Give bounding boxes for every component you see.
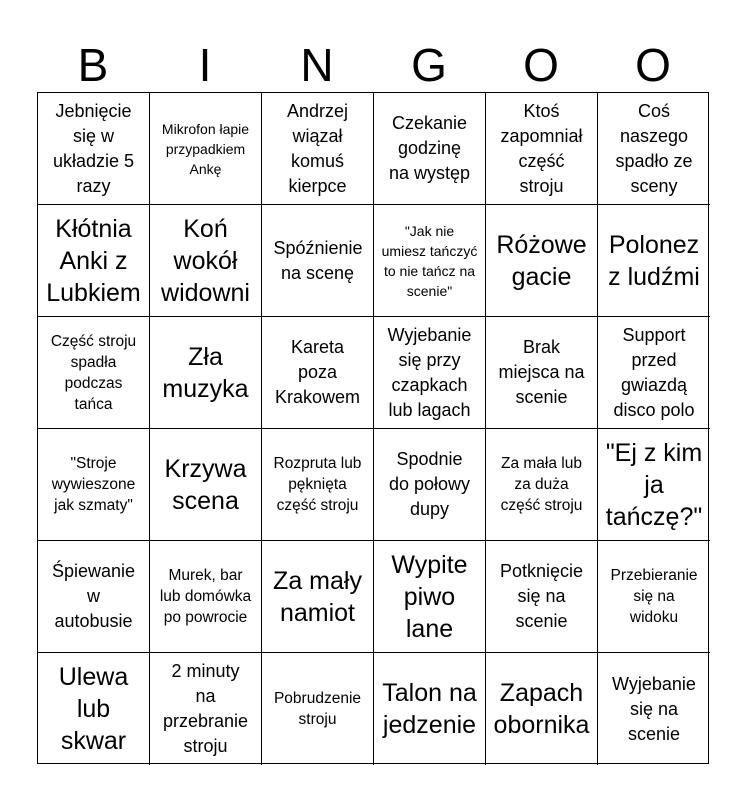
cell-text: Za mały namiot (273, 566, 362, 627)
cell-text: Wyjebanie się na scenie (612, 673, 696, 744)
cell-text: Wyjebanie się przy czapkach lub lagach (387, 324, 472, 420)
bingo-cell[interactable] (374, 541, 486, 653)
bingo-cell[interactable] (262, 205, 374, 317)
bingo-cell[interactable] (38, 205, 150, 317)
bingo-cell[interactable] (262, 429, 374, 541)
bingo-cell[interactable] (150, 317, 262, 429)
bingo-cell[interactable] (150, 205, 262, 317)
cell-text: Ulewa lub skwar (58, 663, 129, 755)
bingo-cell[interactable] (374, 205, 486, 317)
bingo-cell[interactable] (374, 317, 486, 429)
cell-text: Koń wokół widowni (161, 214, 250, 307)
cell-text: "Stroje wywieszone jak szmaty" (51, 455, 136, 514)
header-letter: G (411, 39, 447, 91)
bingo-cell[interactable] (486, 429, 598, 541)
cell-text: Zapach obornika (493, 679, 590, 739)
bingo-cell[interactable] (262, 541, 374, 653)
bingo-cell[interactable] (598, 653, 710, 765)
header-letter: B (77, 39, 109, 91)
cell-text: Śpiewanie w autobusie (51, 561, 136, 631)
cell-text: Coś naszego spadło ze sceny (615, 100, 693, 196)
cell-text: Support przed gwiazdą disco polo (613, 324, 695, 420)
bingo-grid (37, 92, 709, 764)
cell-text: Polonez z ludźmi (608, 230, 700, 291)
header-letter: N (300, 39, 334, 91)
bingo-cell[interactable] (374, 93, 486, 205)
cell-text: "Ej z kim ja tańczę?" (605, 438, 703, 531)
cell-text: Murek, bar lub domówka po powrocie (159, 567, 252, 626)
cell-text: Część stroju spadła podczas tańca (50, 332, 137, 413)
bingo-cell[interactable] (486, 317, 598, 429)
cell-text: Rozpruta lub pęknięta część stroju (273, 455, 362, 514)
cell-text: Pobrudzenie stroju (273, 690, 362, 728)
bingo-cell[interactable] (598, 541, 710, 653)
bingo-cell[interactable] (38, 317, 150, 429)
bingo-cell[interactable] (598, 93, 710, 205)
cell-text: "Jak nie umiesz tańczyć to nie tańcz na scenie" (381, 222, 478, 299)
bingo-cell[interactable] (150, 429, 262, 541)
cell-text: Spóźnienie na scenę (273, 237, 363, 283)
bingo-cell[interactable] (262, 93, 374, 205)
cell-text: Za mała lub za duża część stroju (500, 455, 583, 514)
bingo-cell[interactable] (486, 93, 598, 205)
cell-text: Brak miejsca na scenie (498, 337, 585, 407)
bingo-cell[interactable] (374, 653, 486, 765)
cell-text: Kłótnia Anki z Lubkiem (46, 214, 141, 307)
bingo-cell[interactable] (598, 317, 710, 429)
cell-text: Wypite piwo lane (391, 550, 468, 643)
bingo-cell[interactable] (150, 653, 262, 765)
bingo-cell[interactable] (598, 429, 710, 541)
cell-text: Potknięcie się na scenie (499, 561, 584, 631)
cell-text: Różowe gacie (496, 230, 587, 291)
bingo-cell[interactable] (262, 653, 374, 765)
cell-text: Zła muzyka (162, 342, 249, 403)
cell-text: Kareta poza Krakowem (274, 337, 361, 407)
cell-text: Talon na jedzenie (382, 679, 477, 739)
header-letter: O (523, 39, 559, 91)
bingo-cell[interactable] (150, 541, 262, 653)
bingo-cell[interactable] (38, 429, 150, 541)
bingo-cell[interactable] (150, 93, 262, 205)
cell-text: Krzywa scena (164, 454, 247, 515)
cell-text: Mikrofon łapie przypadkiem Ankę (161, 120, 250, 177)
bingo-cell[interactable] (486, 653, 598, 765)
bingo-cell[interactable] (486, 541, 598, 653)
cell-text: Spodnie do połowy dupy (388, 449, 471, 519)
header-letter: I (198, 39, 212, 91)
cell-text: 2 minuty na przebranie stroju (162, 661, 249, 756)
cell-text: Jebnięcie się w układzie 5 razy (52, 100, 135, 196)
bingo-header (37, 38, 709, 92)
cell-text: Czekanie godzinę na występ (388, 113, 471, 183)
bingo-cell[interactable] (486, 205, 598, 317)
header-letter: O (635, 39, 671, 91)
bingo-cell[interactable] (262, 317, 374, 429)
bingo-cell[interactable] (38, 93, 150, 205)
cell-text: Ktoś zapomniał część stroju (500, 100, 583, 196)
cell-text: Przebieranie się na widoku (610, 567, 698, 626)
bingo-cell[interactable] (38, 541, 150, 653)
bingo-cell[interactable] (38, 653, 150, 765)
cell-text: Andrzej wiązał komuś kierpce (286, 100, 349, 196)
bingo-cell[interactable] (598, 205, 710, 317)
bingo-cell[interactable] (374, 429, 486, 541)
